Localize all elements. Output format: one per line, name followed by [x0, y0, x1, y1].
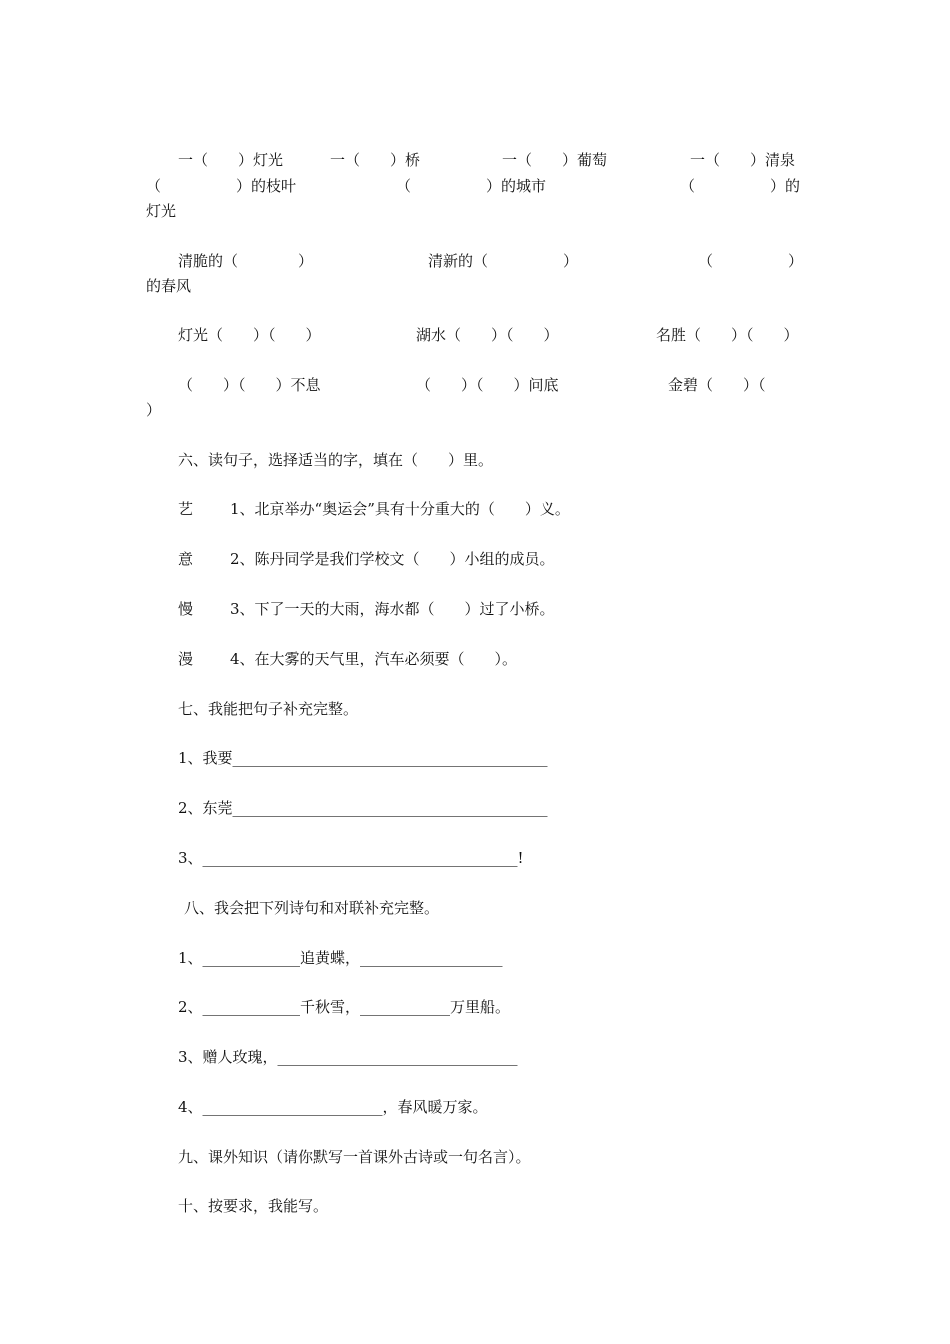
option-char: 艺: [178, 500, 194, 518]
fill-blank-item: （ ）（ ）问底: [416, 376, 559, 394]
option-char: 漫: [178, 650, 194, 668]
fill-blank-item: （ ）的: [680, 177, 801, 195]
question-sentence: 3、下了一天的大雨，海水都（ ）过了小桥。: [230, 600, 555, 618]
fill-blank-item: 一（ ）灯光: [178, 151, 284, 169]
fill-blank-item: （ ）的城市: [396, 177, 547, 195]
section-heading-10: 十、按要求，我能写。: [178, 1197, 329, 1215]
question-sentence: 4、在大雾的天气里，汽车必须要（ ）。: [230, 650, 518, 668]
fill-blank-wrap: ）: [146, 401, 162, 419]
fill-blank-item: （ ）: [698, 252, 804, 270]
fill-blank-item: （ ）的枝叶: [146, 177, 297, 195]
complete-sentence-item: 2、东莞__________________________________________: [178, 799, 548, 817]
complete-sentence-item: 3、__________________________________________!: [178, 849, 524, 867]
section-heading-7: 七、我能把句子补充完整。: [178, 700, 359, 718]
option-char: 慢: [178, 600, 194, 618]
poem-blank-item: 3、赠人玫瑰，________________________________: [178, 1048, 518, 1066]
fill-blank-item: 湖水（ ）（ ）: [416, 326, 559, 344]
fill-blank-item: 一（ ）葡萄: [502, 151, 608, 169]
fill-blank-wrap: 的春风: [146, 277, 192, 295]
poem-blank-item: 2、_____________千秋雪，____________万里船。: [178, 998, 511, 1016]
section-heading-6: 六、读句子，选择适当的字，填在（ ）里。: [178, 451, 494, 469]
fill-blank-item: 金碧（ ）（: [668, 376, 766, 394]
fill-blank-item: 灯光（ ）（ ）: [178, 326, 321, 344]
poem-blank-item: 4、________________________，春风暖万家。: [178, 1098, 488, 1116]
fill-blank-item: 清新的（ ）: [428, 252, 579, 270]
section-heading-9: 九、课外知识（请你默写一首课外古诗或一句名言）。: [178, 1148, 531, 1166]
section-heading-8: 八、我会把下列诗句和对联补充完整。: [184, 899, 440, 917]
fill-blank-item: 名胜（ ）（ ）: [656, 326, 799, 344]
option-char: 意: [178, 550, 194, 568]
poem-blank-item: 1、_____________追黄蝶，___________________: [178, 949, 503, 967]
fill-blank-item: （ ）（ ）不息: [178, 376, 321, 394]
fill-blank-item: 一（ ）清泉: [690, 151, 796, 169]
question-sentence: 1、北京举办“奥运会”具有十分重大的（ ）义。: [230, 500, 570, 518]
fill-blank-item: 一（ ）桥: [330, 151, 421, 169]
fill-blank-item: 清脆的（ ）: [178, 252, 314, 270]
complete-sentence-item: 1、我要__________________________________________: [178, 749, 548, 767]
question-sentence: 2、陈丹同学是我们学校文（ ）小组的成员。: [230, 550, 555, 568]
fill-blank-wrap: 灯光: [146, 202, 177, 220]
